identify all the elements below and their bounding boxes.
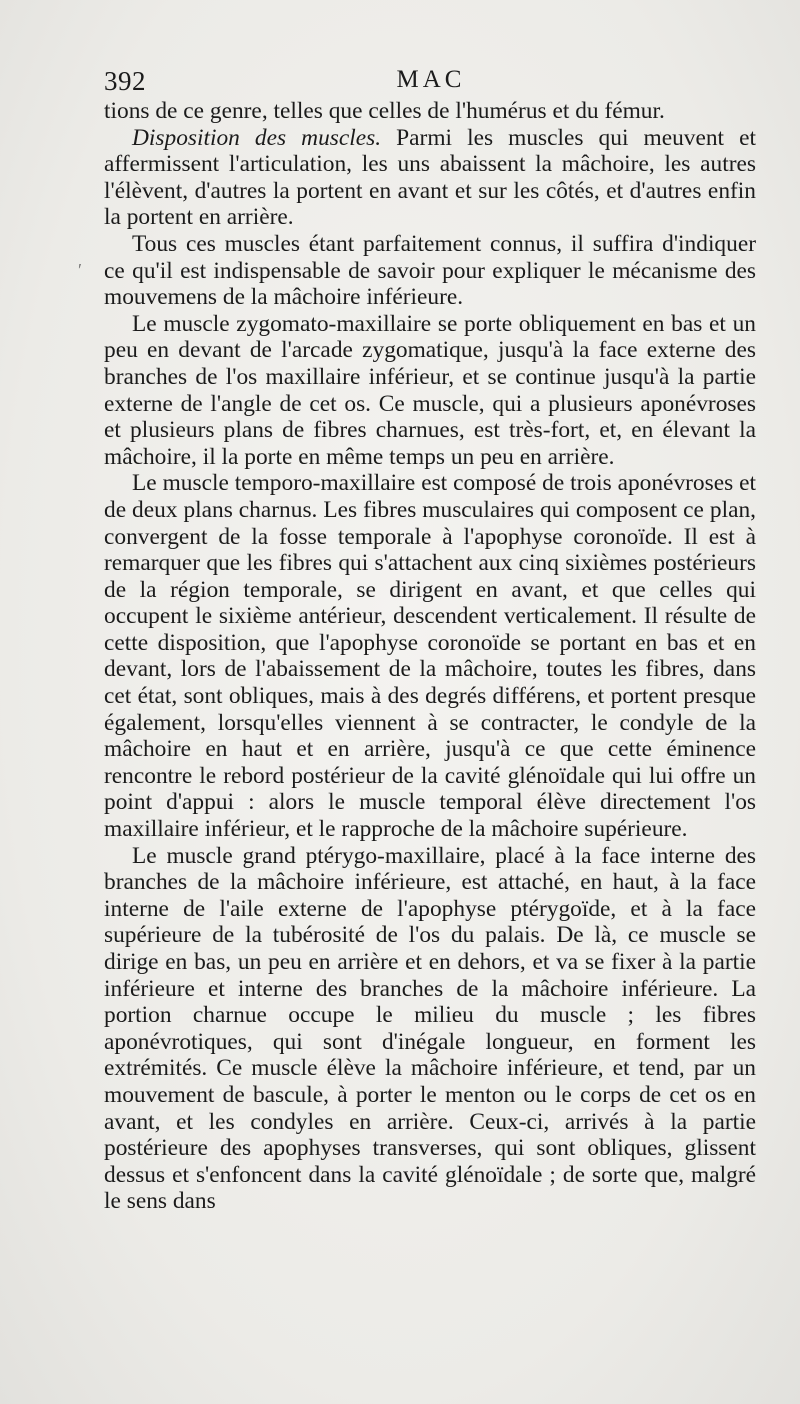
- paragraph-pterygo-maxillaire: Le muscle grand ptérygo-maxillaire, placé à la face interne des branches de la mâchoire inférieure, est attaché, en haut, à la face interne de l'aile externe de l'apophyse ptérygoïde, et à la face supérieure de la tubérosité de l'os du palais. De là, ce muscle se dirige en bas, un peu en arrière et en dehors, et va se fixer à la partie inférieure et interne des branches de la mâchoire inférieure. La portion charnue occupe le milieu du muscle ; les fibres aponévrotiques, qui sont d'inégale longueur, en forment les extrémités. Ce muscle élève la mâchoire inférieure, et tend, par un mouvement de bascule, à porter le menton ou le corps de cet os en avant, et les condyles en arrière. Ceux-ci, arrivés à la partie postérieure des apophyses transverses, qui sont obliques, glissent dessus et s'enfoncent dans la cavité glénoïdale ; de sorte que, malgré le sens dans: [104, 842, 756, 1215]
- paragraph-zygomato-maxillaire: Le muscle zygomato-maxillaire se porte obliquement en bas et un peu en devant de l'arcade zygomatique, jusqu'à la face externe des branches de l'os maxillaire inférieur, et se continue jusqu'à la partie externe de l'angle de cet os. Ce muscle, qui a plusieurs aponévroses et plusieurs plans de fibres charnues, est très-fort, et, en élevant la mâchoire, il la porte en même temps un peu en arrière.: [104, 310, 756, 470]
- paragraph-muscles-disposition: [104, 125, 756, 231]
- body-text: [104, 98, 756, 1215]
- margin-mark: ′: [78, 260, 82, 280]
- page-number: 392: [104, 66, 146, 96]
- paragraph-continuation: tions de ce genre, telles que celles de l'humérus et du fémur.: [104, 98, 665, 124]
- run-in-heading: Disposition des muscles.: [132, 124, 382, 151]
- paragraph-temporo-maxillaire: Le muscle temporo-maxillaire est composé de trois aponévroses et de deux plans charnus. Les fibres musculaires qui composent ce plan, convergent de la fosse temporale à l'apophyse coronoïde. Il est à remarquer que les fibres qui s'attachent aux cinq sixièmes postérieurs de la région temporale, se dirigent en avant, et que celles qui occupent le sixième antérieur, descendent verticalement. Il résulte de cette disposition, que l'apophyse coronoïde se portant en bas et en devant, lors de l'abaissement de la mâchoire, toutes les fibres, dans cet état, sont obliques, mais à des degrés différens, et portent presque également, lorsqu'elles viennent à se contracter, le condyle de la mâchoire en haut et en arrière, jusqu'à ce que cette éminence rencontre le rebord postérieur de la cavité glénoïdale qui lui offre un point d'appui : alors le muscle temporal élève directement l'os maxillaire inférieur, et le rapproche de la mâchoire supérieure.: [104, 470, 756, 843]
- running-head: [104, 66, 758, 96]
- section-heading: MAC: [396, 66, 466, 93]
- paragraph-muscles-known: Tous ces muscles étant parfaitement connus, il suffira d'indiquer ce qu'il est indispensable de savoir pour expliquer le mécanisme des mouvemens de la mâchoire inférieure.: [104, 230, 756, 311]
- paragraph-text: Parmi les muscles qui meuvent et affermissent l'articulation, les uns abaissent la mâchoire, les autres l'élèvent, d'autres la portent en avant et sur les côtés, et d'autres enfin la portent en arrière.: [104, 124, 756, 231]
